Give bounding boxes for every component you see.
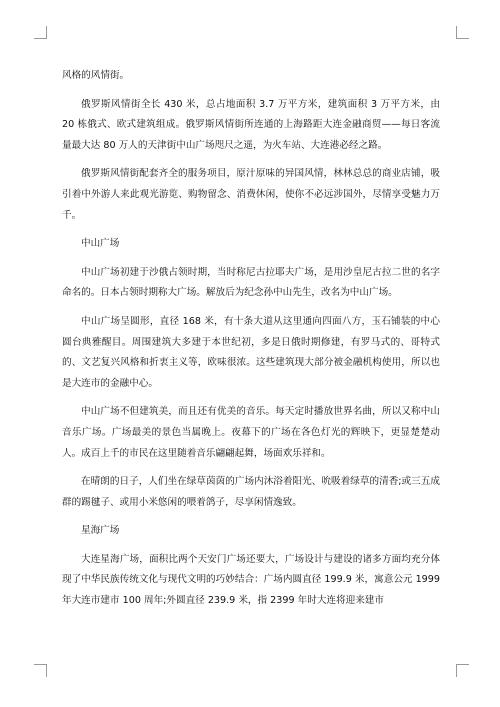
- crop-mark-bottom-left: [34, 664, 47, 677]
- document-body: [62, 66, 440, 620]
- paragraph: 中山广场呈圆形，直径 168 米，有十条大道从这里通向四面八方，玉石铺装的中心圆台典雅醒目。周围建筑大多建于本世纪初，多是日俄时期修建，有罗马式的、哥特式的、文艺复兴风格和折衷主义等，欧味很浓。这些建筑现大部分被金融机构使用，所以也是大连市的金融中心。: [62, 315, 440, 389]
- crop-mark-bottom-right: [456, 664, 469, 677]
- paragraph: 俄罗斯风情街配套齐全的服务项目，原汁原味的异国风情，林林总总的商业店铺，吸引着中外游人来此观光游览、购物留念、消费休闲，使你不必远涉国外，尽情享受魅力万千。: [62, 168, 440, 221]
- paragraph: 俄罗斯风情街全长 430 米，总占地面积 3.7 万平方米，建筑面积 3 万平方米，由 20 栋俄式、欧式建筑组成。俄罗斯风情街所连通的上海路距大连金融商贸——每日客流量最大达 80 万人的天津街中山广场咫尺之遥，为火车站、大连港必经之路。: [62, 98, 440, 151]
- crop-mark-top-right: [456, 26, 469, 39]
- paragraph: 中山广场初建于沙俄占领时期，当时称尼古拉耶夫广场，是用沙皇尼古拉二世的名字命名的。日本占领时期称大广场。解放后为纪念孙中山先生，改名为中山广场。: [62, 266, 440, 299]
- paragraph: 中山广场不但建筑美，而且还有优美的音乐。每天定时播放世界名曲，所以又称中山音乐广场。广场最美的景色当属晚上。夜幕下的广场在各色灯光的辉映下，更显楚楚动人。成百上千的市民在这里随着音乐翩翩起舞，场面欢乐祥和。: [62, 406, 440, 459]
- crop-mark-top-left: [34, 26, 47, 39]
- section-heading-zhongshan: 中山广场: [81, 238, 120, 250]
- paragraph: 大连星海广场，面积比两个天安门广场还要大，广场设计与建设的诸多方面均充分体现了中华民族传统文化与现代文明的巧妙结合：广场内圆直径 199.9 米，寓意公元 1999 年大连市建市 100 周年;外圆直径 239.9 米，指 2399 年时大连将迎来建市: [62, 553, 440, 607]
- paragraph-continuation: 风格的风情街。: [62, 70, 130, 81]
- section-heading-xinghai: 星海广场: [81, 525, 120, 537]
- paragraph: 在晴朗的日子，人们坐在绿草茵茵的广场内沐浴着阳光、吮吸着绿草的清香;或三五成群的踢毽子、或用小米悠闲的喂着鸽子，尽享闲情逸致。: [62, 476, 440, 508]
